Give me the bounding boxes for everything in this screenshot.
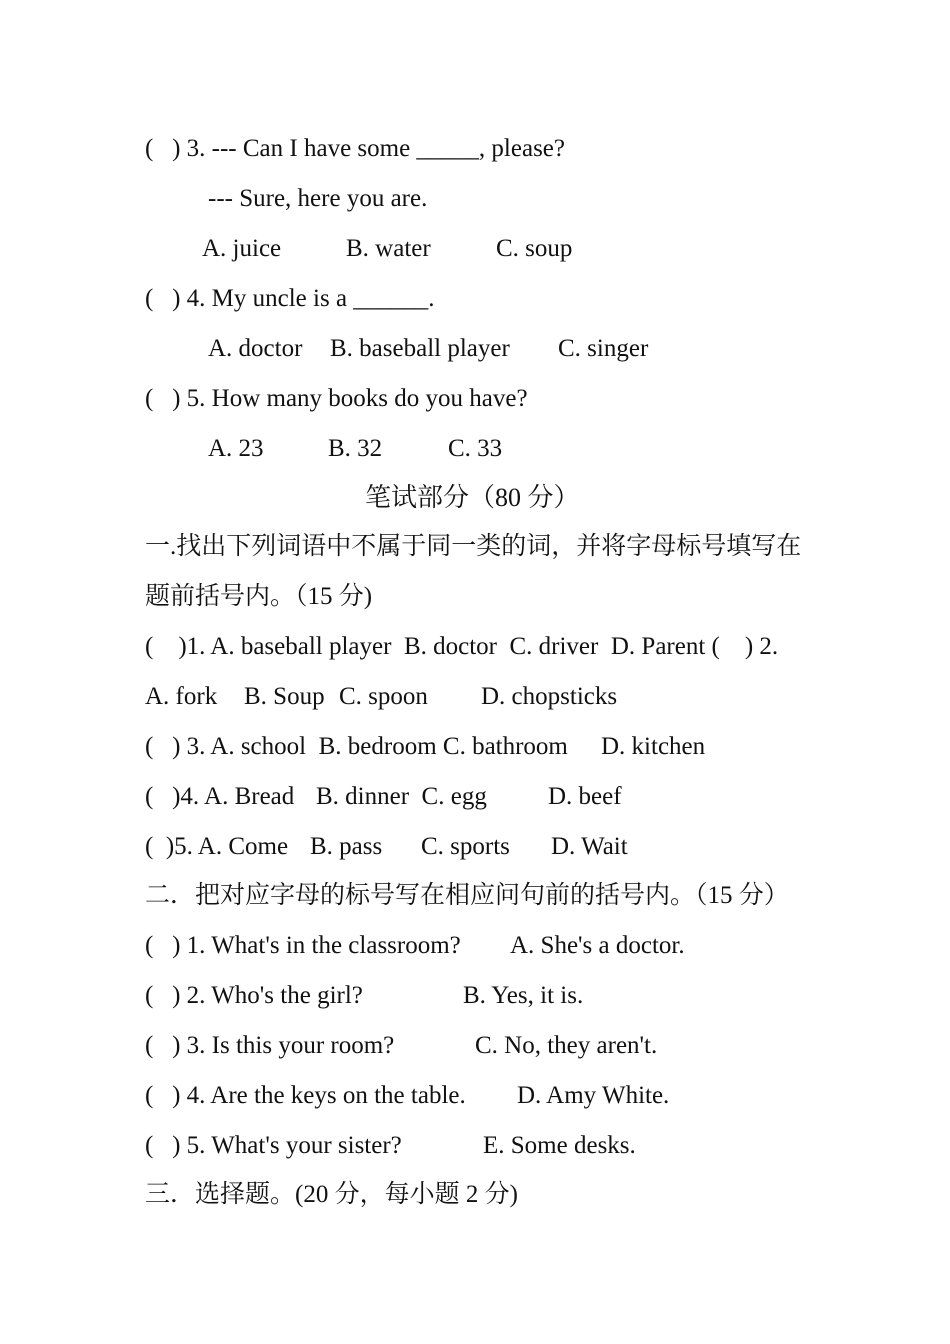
section3-heading: 三．选择题。(20 分，每小题 2 分) <box>145 1181 518 1208</box>
s1-q5-option-c: C. sports <box>421 833 510 860</box>
s2-answer-e: E. Some desks. <box>483 1132 636 1159</box>
q5-option-b: B. 32 <box>328 435 383 462</box>
s1-q4-option-a: ( )4. A. Bread <box>145 783 295 810</box>
s2-answer-b: B. Yes, it is. <box>463 982 584 1009</box>
q4-option-b: B. baseball player <box>330 335 510 362</box>
section1-line2 <box>0 682 950 712</box>
s2-answer-d: D. Amy White. <box>517 1082 670 1109</box>
section1-heading-line1: 一.找出下列词语中不属于同一类的词，并将字母标号填写在 <box>145 533 802 560</box>
s1-q3-options-abc: ( ) 3. A. school B. bedroom C. bathroom <box>145 733 568 760</box>
s2-answer-c: C. No, they aren't. <box>475 1032 658 1059</box>
s1-q3-option-d: D. kitchen <box>601 733 706 760</box>
q5-option-c: C. 33 <box>448 435 503 462</box>
section1-line4 <box>0 782 950 812</box>
s1-q5-option-d: D. Wait <box>551 833 628 860</box>
q3-options <box>0 234 950 264</box>
section1-heading-line2: 题前括号内。（15 分) <box>145 583 373 610</box>
q3-option-c: C. soup <box>496 235 573 262</box>
q3-reply: --- Sure, here you are. <box>208 185 428 212</box>
s2-question-5: ( ) 5. What's your sister? <box>145 1132 402 1159</box>
s2-answer-a: A. She's a doctor. <box>510 932 685 959</box>
s2-question-3: ( ) 3. Is this your room? <box>145 1032 395 1059</box>
q4-prompt: ( ) 4. My uncle is a ______. <box>145 285 435 312</box>
s2-question-2: ( ) 2. Who's the girl? <box>145 982 363 1009</box>
s1-q2-option-b: B. Soup <box>244 683 325 710</box>
s1-q2-option-a: A. fork <box>145 683 218 710</box>
q5-prompt: ( ) 5. How many books do you have? <box>145 385 528 412</box>
q4-option-a: A. doctor <box>208 335 303 362</box>
s1-q4-options-bc: B. dinner C. egg <box>316 783 487 810</box>
q3-option-b: B. water <box>346 235 431 262</box>
section2-row-5 <box>0 1131 950 1161</box>
s1-q4-option-d: D. beef <box>548 783 622 810</box>
q5-option-a: A. 23 <box>208 435 264 462</box>
written-part-title: 笔试部分（80 分） <box>365 483 580 512</box>
s1-q2-option-d: D. chopsticks <box>481 683 618 710</box>
section1-line5 <box>0 832 950 862</box>
section1-line1: ( )1. A. baseball player B. doctor C. driver D. Parent ( ) 2. <box>145 633 779 660</box>
s1-q2-option-c: C. spoon <box>339 683 428 710</box>
section2-row-4 <box>0 1081 950 1111</box>
s2-question-1: ( ) 1. What's in the classroom? <box>145 932 461 959</box>
section2-row-2 <box>0 981 950 1011</box>
s2-question-4: ( ) 4. Are the keys on the table. <box>145 1082 466 1109</box>
q3-prompt: ( ) 3. --- Can I have some _____, please? <box>145 135 565 162</box>
section2-row-1 <box>0 931 950 961</box>
q3-option-a: A. juice <box>202 235 282 262</box>
section2-heading: 二．把对应字母的标号写在相应问句前的括号内。（15 分） <box>145 882 789 909</box>
q4-options <box>0 334 950 364</box>
q4-option-c: C. singer <box>558 335 649 362</box>
section1-line3 <box>0 732 950 762</box>
q5-options <box>0 434 950 464</box>
section2-row-3 <box>0 1031 950 1061</box>
s1-q5-option-a: ( )5. A. Come <box>145 833 289 860</box>
s1-q5-option-b: B. pass <box>310 833 383 860</box>
